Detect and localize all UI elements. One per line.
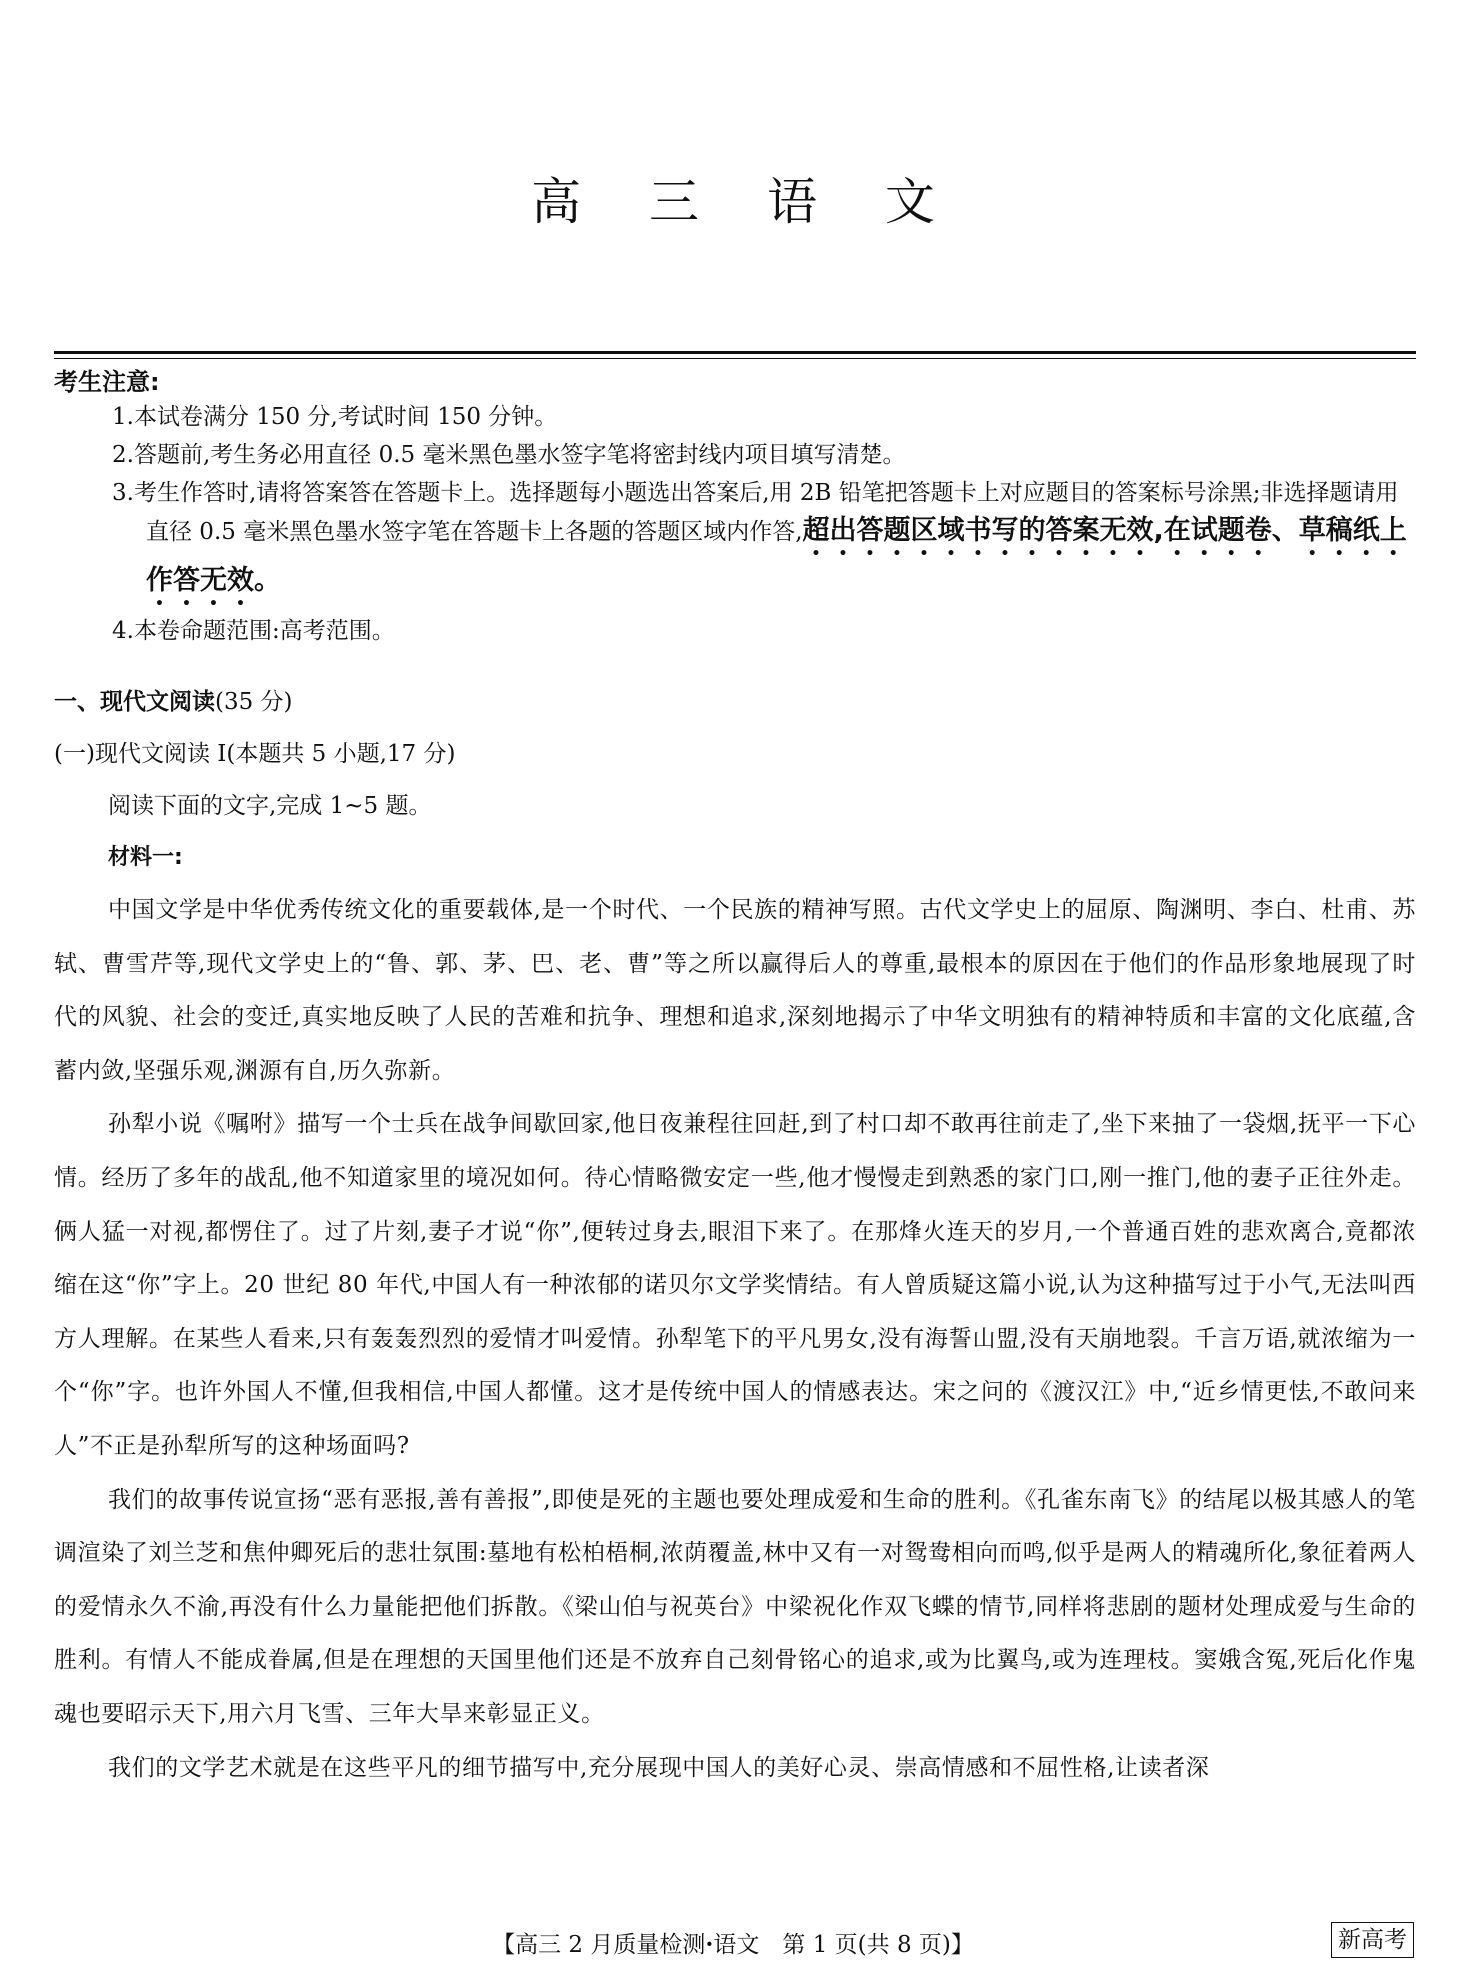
new-gaokao-badge: 新高考 [1331, 1922, 1414, 1958]
notice-item-2: 2.答题前,考生务必用直径 0.5 毫米黑色墨水签字笔将密封线内项目填写清楚。 [112, 442, 906, 468]
section-heading-points: (35 分) [215, 689, 293, 715]
paragraph-4: 我们的文学艺术就是在这些平凡的细节描写中,充分展现中国人的美好心灵、崇高情感和不屈性格,让读者深 [108, 1754, 1210, 1781]
footer-page-info: 语文 第 1 页(共 8 页)】 [713, 1932, 974, 1958]
exam-notice [54, 366, 1416, 650]
paragraph-3: 我们的故事传说宣扬“恶有恶报,善有善报”,即使是死的主题也要处理成爱和生命的胜利。《孔雀东南飞》的结尾以极其感人的笔调渲染了刘兰芝和焦仲卿死后的悲壮氛围:墓地有松柏梧桐,浓荫覆盖,林中又有一对鸳鸯相向而鸣,似乎是两人的精魂所化,象征着两人的爱情永久不渝,再没有什么力量能把他们拆散。《梁山伯与祝英台》中梁祝化作双飞蝶的情节,同样将悲剧的题材处理成爱与生命的胜利。有情人不能成眷属,但是在理想的天国里他们还是不放弃自己刻骨铭心的追求,或为比翼鸟,或为连理枝。窦娥含冤,死后化作鬼魂也要昭示天下,用六月飞雪、三年大旱来彰显正义。 [54, 1486, 1416, 1727]
footer-exam-name: 【高三 2 月质量检测 [492, 1932, 706, 1958]
section-heading [54, 676, 1416, 728]
header-divider-thick [54, 351, 1416, 354]
notice-heading: 考生注意: [54, 368, 160, 396]
section-heading-label: 一、现代文阅读 [54, 689, 215, 715]
page-title: 高 三 语 文 [531, 172, 961, 231]
footer-text [0, 1926, 1466, 1959]
paragraph-1: 中国文学是中华优秀传统文化的重要载体,是一个时代、一个民族的精神写照。古代文学史上的屈原、陶渊明、李白、杜甫、苏轼、曹雪芹等,现代文学史上的“鲁、郭、茅、巴、老、曹”等之所以赢得后人的尊重,最根本的原因在于他们的作品形象地展现了时代的风貌、社会的变迁,真实地反映了人民的苦难和抗争、理想和追求,深刻地揭示了中华文明独有的精神特质和丰富的文化底蕴,含蓄内敛,坚强乐观,渊源有自,历久弥新。 [54, 897, 1416, 1084]
notice-item-3-text: 3.考生作答时,请将答案答在答题卡上。选择题每小题选出答案后,用 2B 铅笔把答题卡上对应题目的答案标号涂黑;非选择题请用直径 0.5 毫米黑色墨水签字笔在答题卡上各题的答题区域内作答, [112, 480, 1399, 545]
notice-item-4: 4.本卷命题范围:高考范围。 [112, 618, 395, 644]
paragraph-2: 孙犁小说《嘱咐》描写一个士兵在战争间歇回家,他日夜兼程往回赶,到了村口却不敢再往前走了,坐下来抽了一袋烟,抚平一下心情。经历了多年的战乱,他不知道家里的境况如何。待心情略微安定一些,他才慢慢走到熟悉的家门口,刚一推门,他的妻子正往外走。俩人猛一对视,都愣住了。过了片刻,妻子才说“你”,便转过身去,眼泪下来了。在那烽火连天的岁月,一个普通百姓的悲欢离合,竟都浓缩在这“你”字上。20 世纪 80 年代,中国人有一种浓郁的诺贝尔文学奖情结。有人曾质疑这篇小说,认为这种描写过于小气,无法叫西方人理解。在某些人看来,只有轰轰烈烈的爱情才叫爱情。孙犁笔下的平凡男女,没有海誓山盟,没有天崩地裂。千言万语,就浓缩为一个“你”字。也许外国人不懂,但我相信,中国人都懂。这才是传统中国人的情感表达。宋之问的《渡汉江》中,“近乡情更怯,不敢问来人”不正是孙犁所写的这种场面吗? [54, 1111, 1416, 1459]
notice-item-3 [54, 474, 1416, 612]
header-divider-thin [54, 358, 1416, 359]
footer-separator: · [705, 1931, 714, 1958]
notice-item-3-emphasis: 超出答题区域书写的答案无效,在试题卷、草稿纸上作答无效。 [146, 515, 1407, 596]
material-label: 材料一: [108, 845, 183, 870]
subsection-heading: (一)现代文阅读 I(本题共 5 小题,17 分) [54, 741, 456, 767]
reading-instruction: 阅读下面的文字,完成 1~5 题。 [108, 793, 432, 819]
page-footer [0, 1922, 1466, 1962]
notice-item-1: 1.本试卷满分 150 分,考试时间 150 分钟。 [112, 404, 558, 430]
reading-section [54, 676, 1416, 1795]
